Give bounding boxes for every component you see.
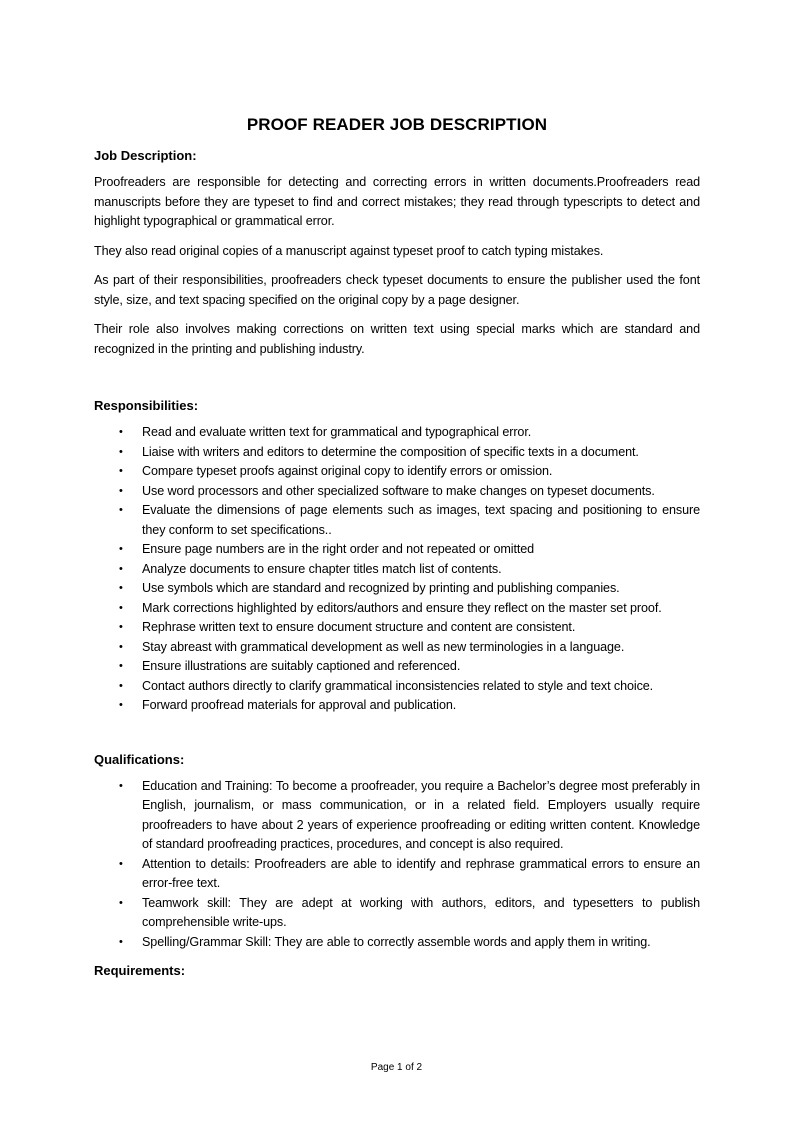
list-item-text: Rephrase written text to ensure document structure and content are consistent. xyxy=(142,620,576,634)
list-item xyxy=(94,638,700,658)
list-item xyxy=(94,540,700,560)
bullet-icon: • xyxy=(119,445,123,458)
bullet-icon: • xyxy=(119,426,123,438)
list-item-text: Ensure illustrations are suitably captioned and referenced. xyxy=(142,659,461,673)
section-spacer xyxy=(94,369,700,396)
list-item xyxy=(94,657,700,677)
job-description-paragraph: Their role also involves making corrections on written text using special marks which are standard and recognized in the printing and publishing industry. xyxy=(94,322,700,356)
list-item-text: Education and Training: To become a proofreader, you require a Bachelor’s degree most preferably in English, journalism, or mass communication, or in a related field. Employers usually require proofreaders to have about 2 years of experience proofreading or editing written content. Knowledge of standard proofreading practices, procedures, and concept is also required. xyxy=(142,778,700,851)
list-item-text: Spelling/Grammar Skill: They are able to correctly assemble words and apply them in writing. xyxy=(142,934,651,949)
responsibilities-list xyxy=(94,423,700,716)
list-item xyxy=(94,599,700,619)
document-body xyxy=(94,113,700,988)
bullet-icon: • xyxy=(119,484,123,497)
job-description-paragraph: As part of their responsibilities, proofreaders check typeset documents to ensure the publisher used the font style, size, and text spacing specified on the original copy by a page designer. xyxy=(94,273,700,307)
list-item xyxy=(94,501,700,540)
list-item-text: Ensure page numbers are in the right order and not repeated or omitted xyxy=(142,542,535,556)
list-item xyxy=(94,482,700,502)
list-item xyxy=(94,855,700,894)
list-item-text: Attention to details: Proofreaders are able to identify and rephrase grammatical errors to ensure an error-free text. xyxy=(142,856,700,890)
bullet-icon: • xyxy=(119,896,123,909)
list-item xyxy=(94,423,700,443)
list-item xyxy=(94,443,700,463)
responsibilities-heading: Responsibilities: xyxy=(94,398,199,413)
bullet-icon: • xyxy=(119,601,123,614)
bullet-icon: • xyxy=(119,699,123,711)
bullet-icon: • xyxy=(119,504,123,516)
list-item-text: Compare typeset proofs against original copy to identify errors or omission. xyxy=(142,464,553,478)
bullet-icon: • xyxy=(119,660,123,672)
list-item xyxy=(94,618,700,638)
list-item-text: Analyze documents to ensure chapter titles match list of contents. xyxy=(142,561,502,576)
list-item xyxy=(94,677,700,697)
page-number: Page 1 of 2 xyxy=(370,1062,423,1073)
list-item-text: Evaluate the dimensions of page elements such as images, text spacing and positioning to ensure they conform to set specifications.. xyxy=(142,503,700,537)
list-item xyxy=(94,579,700,599)
list-item-text: Forward proofread materials for approval and publication. xyxy=(142,698,457,712)
bullet-icon: • xyxy=(119,640,123,653)
list-item xyxy=(94,560,700,580)
qualifications-heading: Qualifications: xyxy=(94,751,185,767)
list-item xyxy=(94,462,700,482)
list-item-text: Use word processors and other specialized software to make changes on typeset documents. xyxy=(142,483,655,498)
section-spacer xyxy=(94,725,700,750)
list-item-text: Mark corrections highlighted by editors/authors and ensure they reflect on the master set proof. xyxy=(142,600,662,615)
list-item-text: Liaise with writers and editors to determine the composition of specific texts in a document. xyxy=(142,444,639,459)
job-description-paragraph: They also read original copies of a manuscript against typeset proof to catch typing mistakes. xyxy=(94,243,604,258)
bullet-icon: • xyxy=(119,779,123,792)
bullet-icon: • xyxy=(119,465,123,477)
list-item xyxy=(94,933,700,953)
list-item xyxy=(94,696,700,716)
bullet-icon: • xyxy=(119,621,123,633)
qualifications-list xyxy=(94,777,700,953)
list-item-text: Use symbols which are standard and recognized by printing and publishing companies. xyxy=(142,581,620,595)
list-item-text: Stay abreast with grammatical development as well as new terminologies in a language. xyxy=(142,639,625,654)
list-item-text: Teamwork skill: They are adept at working with authors, editors, and typesetters to publish comprehensible write-ups. xyxy=(142,895,700,929)
list-item xyxy=(94,894,700,933)
list-item xyxy=(94,777,700,855)
page-title: PROOF READER JOB DESCRIPTION xyxy=(246,115,548,134)
bullet-icon: • xyxy=(119,857,123,870)
bullet-icon: • xyxy=(119,562,123,575)
job-description-heading: Job Description: xyxy=(94,148,197,163)
list-item-text: Contact authors directly to clarify grammatical inconsistencies related to style and text choice. xyxy=(142,678,654,693)
requirements-heading: Requirements: xyxy=(94,963,186,978)
bullet-icon: • xyxy=(119,543,123,555)
bullet-icon: • xyxy=(119,935,123,948)
list-item-text: Read and evaluate written text for grammatical and typographical error. xyxy=(142,425,532,439)
job-description-paragraph: Proofreaders are responsible for detecting and correcting errors in written documents.Proofreaders read manuscripts before they are typeset to find and correct mistakes; they read through typescripts to detect and highlight typographical or grammatical error. xyxy=(94,175,700,228)
bullet-icon: • xyxy=(119,582,123,594)
bullet-icon: • xyxy=(119,679,123,692)
